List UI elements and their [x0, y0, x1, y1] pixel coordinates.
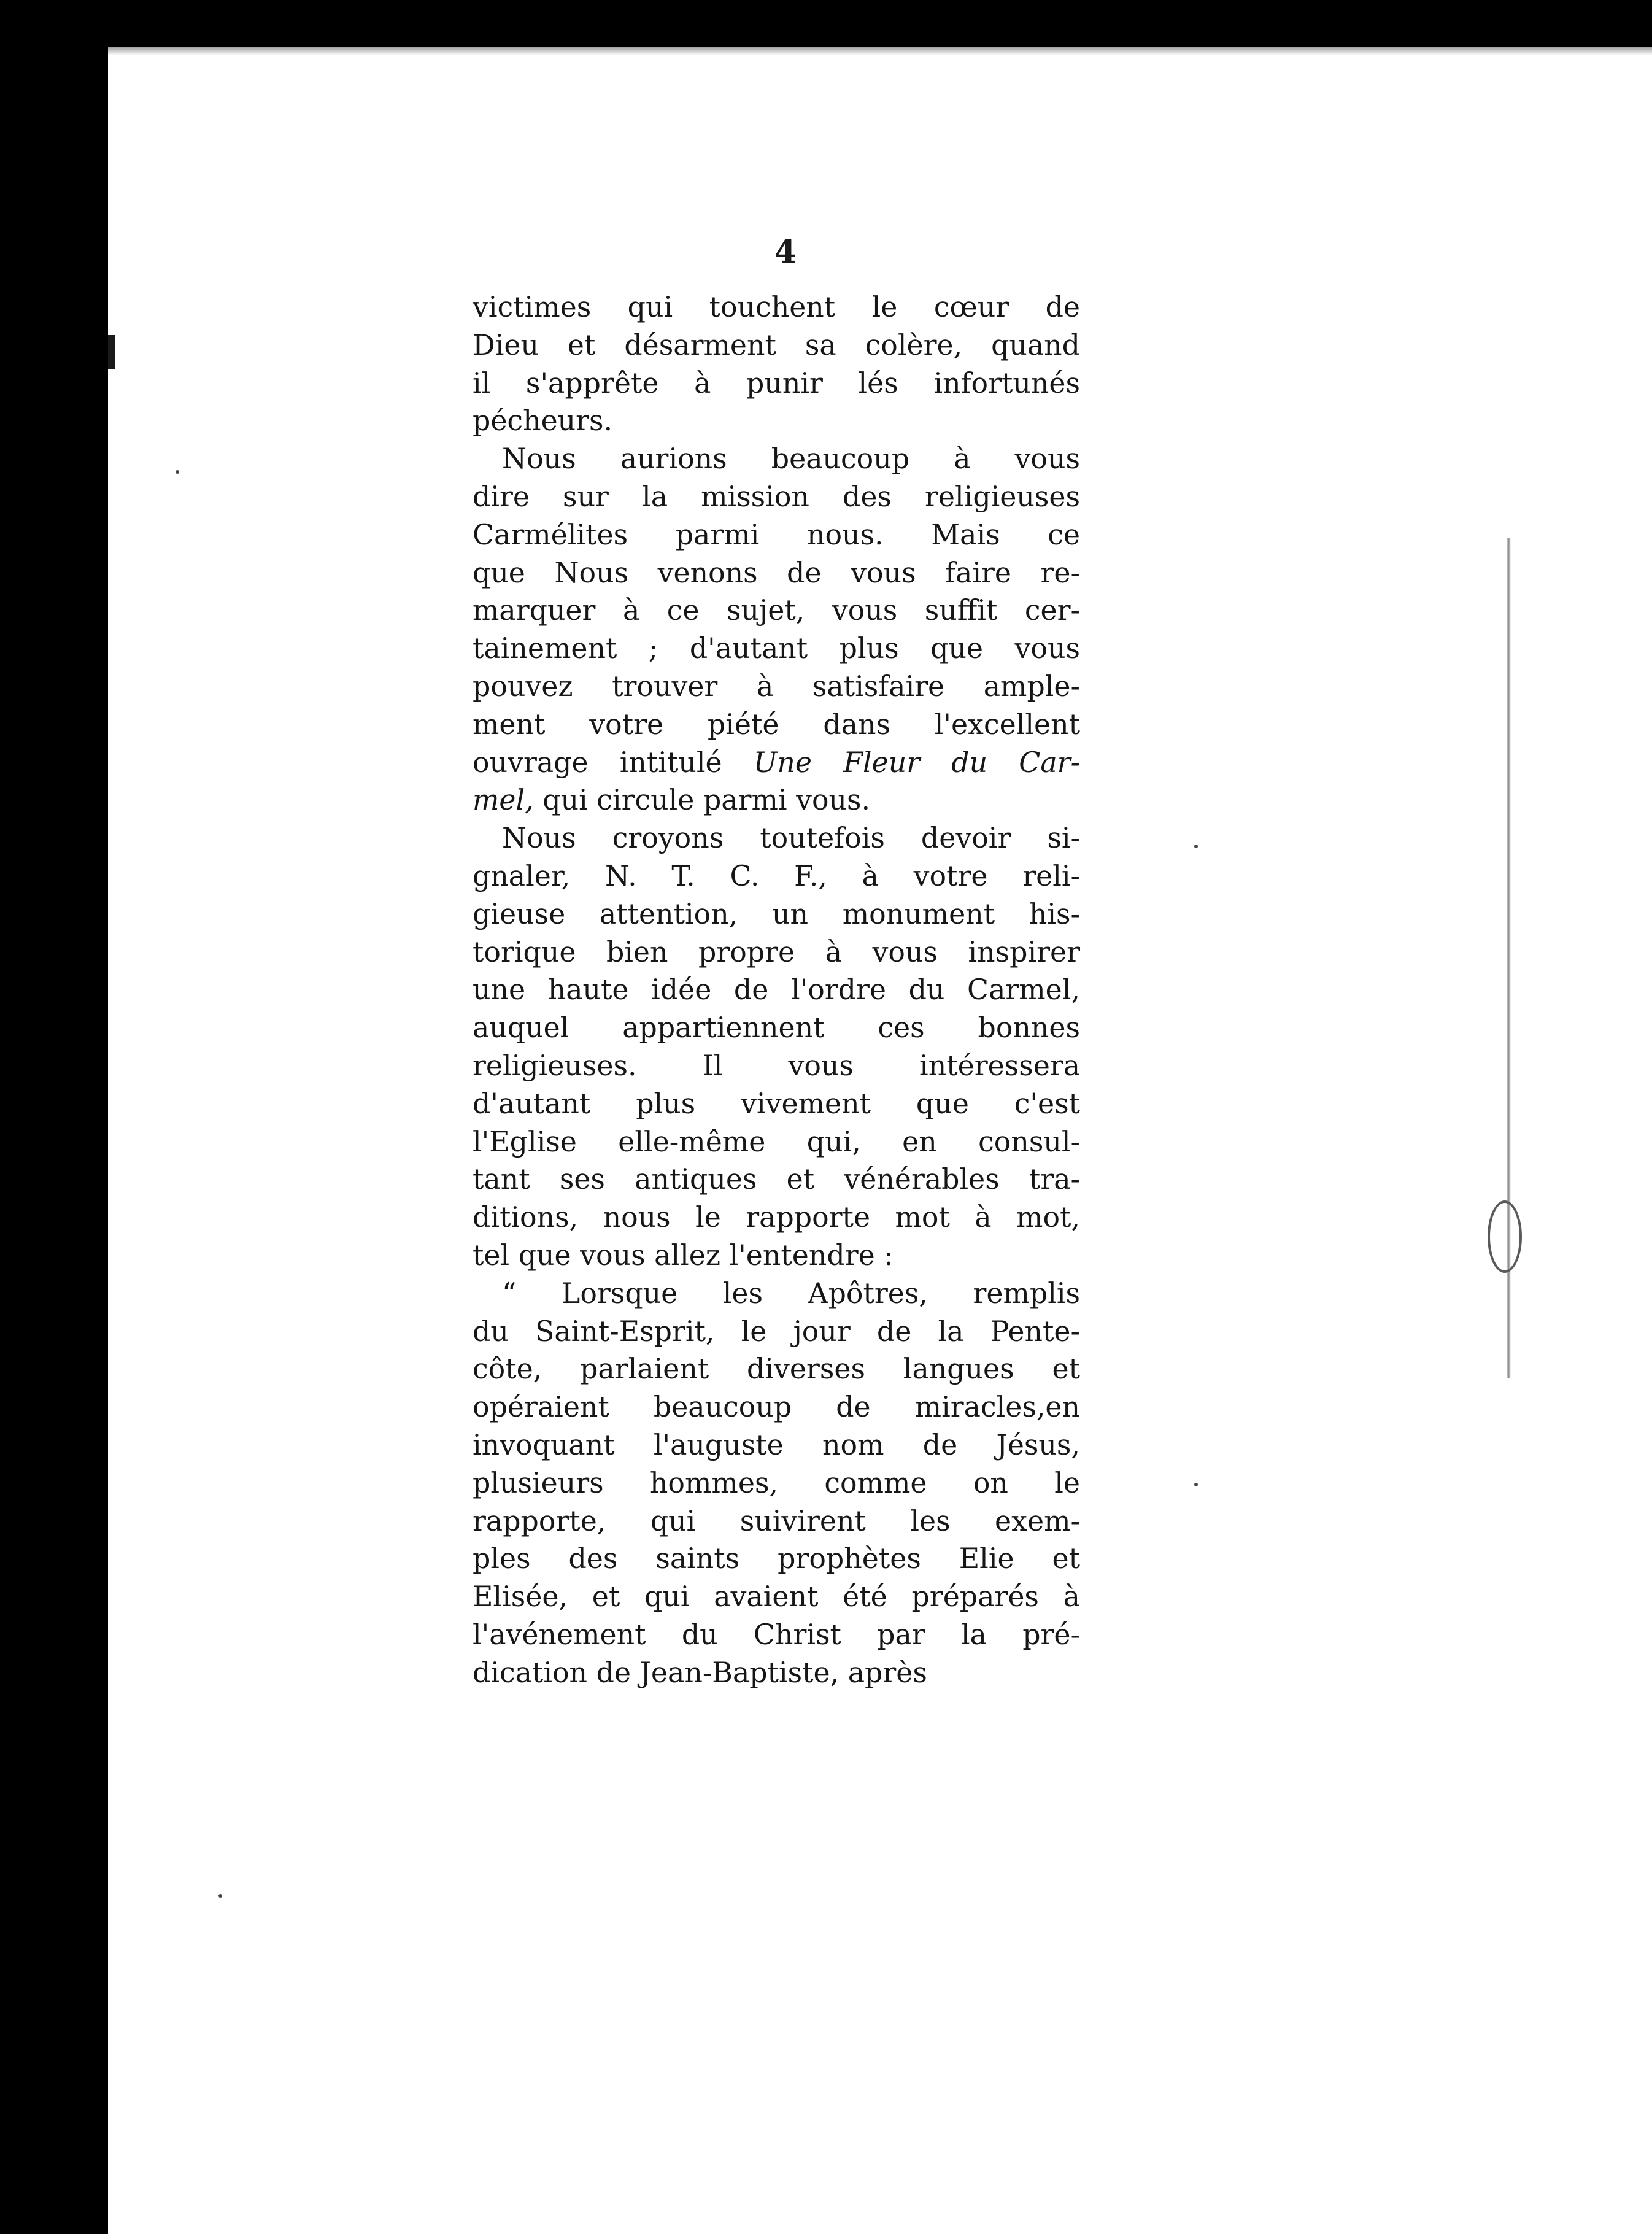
text-line: tant ses antiques et vénérables tra-: [473, 1162, 1080, 1196]
text-line: gnaler, N. T. C. F., à votre reli-: [473, 859, 1080, 892]
text-line: tainement ; d'autant plus que vous: [473, 632, 1080, 665]
scan-speck: [1194, 845, 1198, 848]
text-line: auquel appartiennent ces bonnes: [473, 1011, 1080, 1045]
paragraph: [473, 1275, 1080, 1692]
text-line: il s'apprête à punir lés infortunés: [473, 366, 1080, 400]
text-line: côte, parlaient diverses langues et: [473, 1352, 1080, 1386]
text-line: l'Eglise elle-même qui, en consul-: [473, 1124, 1080, 1158]
text-line: une haute idée de l'ordre du Carmel,: [473, 973, 1080, 1007]
paragraph: [473, 440, 1080, 819]
text-line: Nous croyons toutefois devoir si-: [502, 821, 1080, 855]
text-line: invoquant l'auguste nom de Jésus,: [473, 1428, 1080, 1461]
text-line: d'autant plus vivement que c'est: [473, 1086, 1080, 1120]
scan-speck: [218, 1894, 222, 1898]
scan-speck: [176, 470, 179, 474]
text-line: ouvrage intitulé Une Fleur du Car-: [473, 745, 1080, 779]
text-line: Carmélites parmi nous. Mais ce: [473, 517, 1080, 551]
text-line: dire sur la mission des religieuses: [473, 479, 1080, 513]
text-line: dication de Jean-Baptiste, après: [473, 1655, 927, 1689]
text-line: pécheurs.: [473, 404, 613, 438]
page-number: 4: [774, 233, 797, 271]
text-line: ditions, nous le rapporte mot à mot,: [473, 1200, 1080, 1234]
text-line: ment votre piété dans l'excellent: [473, 707, 1080, 741]
text-line: Elisée, et qui avaient été préparés à: [473, 1580, 1080, 1614]
text-line: rapporte, qui suivirent les exem-: [473, 1504, 1080, 1537]
text-line: “ Lorsque les Apôtres, remplis: [502, 1276, 1080, 1310]
text-line: victimes qui touchent le cœur de: [473, 290, 1080, 323]
text-line: plusieurs hommes, comme on le: [473, 1466, 1080, 1499]
text-line: tel que vous allez l'entendre :: [473, 1238, 894, 1272]
text-line: pouvez trouver à satisfaire ample-: [473, 669, 1080, 703]
text-line: l'avénement du Christ par la pré-: [473, 1617, 1080, 1651]
paragraph: [473, 819, 1080, 1275]
text-line: mel, qui circule parmi vous.: [473, 783, 871, 817]
paragraph: [473, 288, 1080, 440]
body-text: [473, 288, 1080, 1691]
text-line: religieuses. Il vous intéressera: [473, 1048, 1080, 1082]
text-line: gieuse attention, un monument his-: [473, 897, 1080, 930]
binding-thread-loop: [1488, 1200, 1522, 1273]
text-line: opéraient beaucoup de miracles,en: [473, 1390, 1080, 1424]
text-line: que Nous venons de vous faire re-: [473, 555, 1080, 589]
text-line: Dieu et désarment sa colère, quand: [473, 328, 1080, 361]
text-line: torique bien propre à vous inspirer: [473, 935, 1080, 968]
left-margin-mark: [108, 335, 115, 369]
text-line: ples des saints prophètes Elie et: [473, 1542, 1080, 1575]
text-line: du Saint-Esprit, le jour de la Pente-: [473, 1314, 1080, 1348]
page-top-shadow: [108, 47, 1652, 55]
text-line: marquer à ce sujet, vous suffit cer-: [473, 593, 1080, 627]
scan-speck: [1194, 1483, 1198, 1486]
text-line: Nous aurions beaucoup à vous: [502, 442, 1080, 476]
